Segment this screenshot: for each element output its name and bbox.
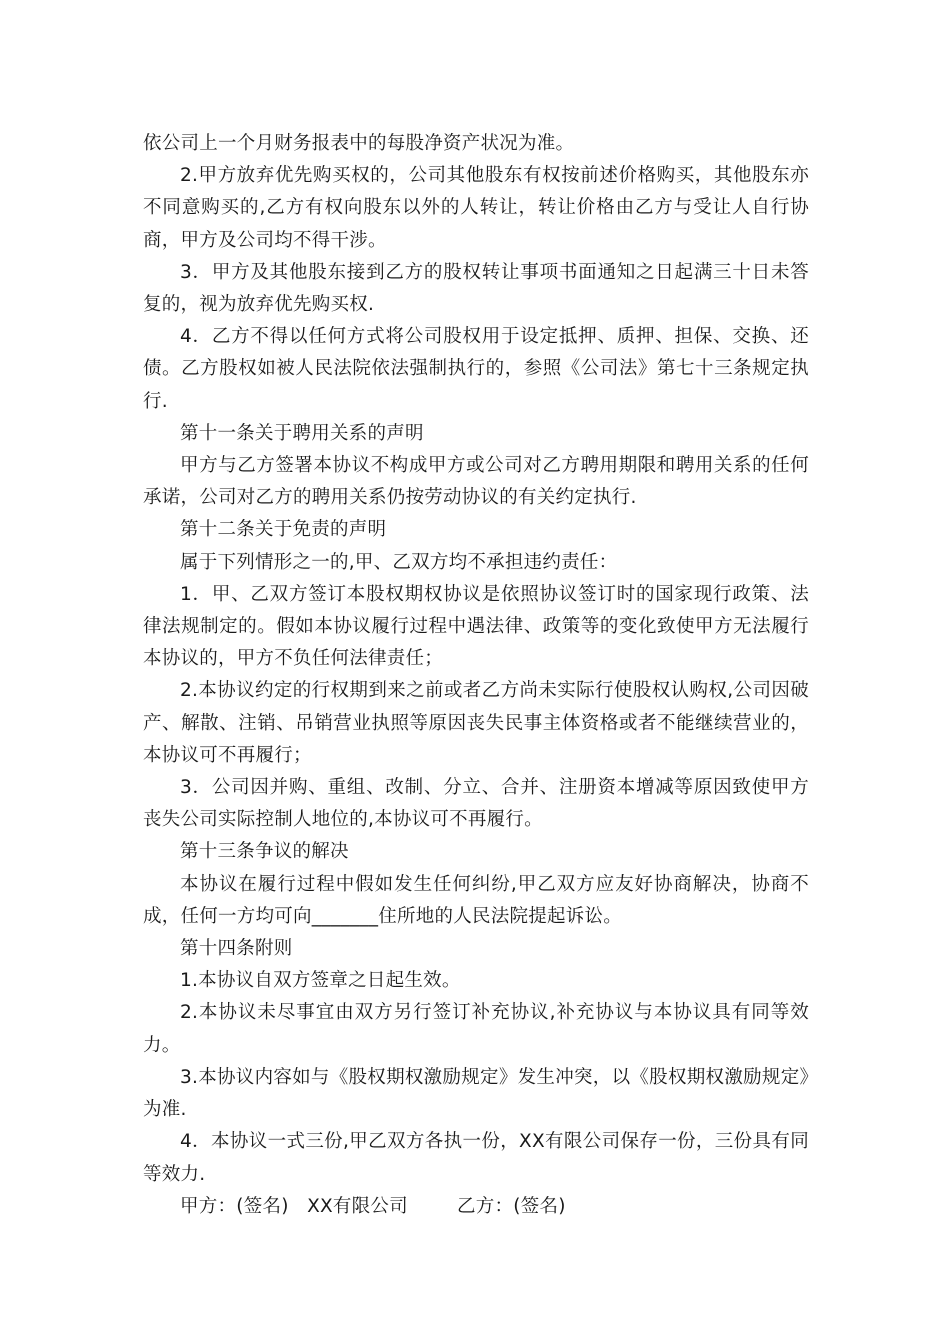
paragraph-16: 3.本协议内容如与《股权期权激励规定》发生冲突，以《股权期权激励规定》为准. (143, 1066, 809, 1121)
section-heading-12: 第十二条关于免责的声明 (180, 519, 387, 541)
paragraph-9: 2.本协议约定的行权期到来之前或者乙方尚未实际行使股权认购权,公司因破产、解散、注销、吊销营业执照等原因丧失民事主体资格或者不能继续营业的，本协议可不再履行； (143, 680, 809, 766)
section-heading-13: 第十三条争议的解决 (180, 841, 349, 863)
paragraph-12: 本协议在履行过程中假如发生任何纠纷,甲乙双方应友好协商解决，协商不成，任何一方均可向_______住所地的人民法院提起诉讼。 (143, 873, 809, 927)
paragraph-14: 1.本协议自双方签章之日起生效。 (180, 970, 461, 992)
party-a-signature: 甲方：(签名) XX有限公司 (180, 1195, 408, 1217)
party-b-signature: 乙方：(签名) (456, 1195, 566, 1217)
section-heading-11: 第十一条关于聘用关系的声明 (180, 422, 424, 444)
paragraph-17: 4．本协议一式三份,甲乙双方各执一份，XX有限公司保存一份，三份具有同等效力. (143, 1131, 809, 1185)
paragraph-7: 属于下列情形之一的,甲、乙双方均不承担违约责任： (180, 551, 618, 573)
paragraph-1: 2.甲方放弃优先购买权的，公司其他股东有权按前述价格购买，其他股东亦不同意购买的,乙方有权向股东以外的人转让，转让价格由乙方与受让人自行协商，甲方及公司均不得干涉。 (143, 165, 809, 251)
paragraph-15: 2.本协议未尽事宜由双方另行签订补充协议,补充协议与本协议具有同等效力。 (143, 1002, 809, 1056)
agreement-body (143, 128, 809, 1223)
section-heading-14: 第十四条附则 (180, 938, 293, 960)
paragraph-5: 甲方与乙方签署本协议不构成甲方或公司对乙方聘用期限和聘用关系的任何承诺，公司对乙方的聘用关系仍按劳动协议的有关约定执行. (143, 455, 809, 509)
paragraph-0: 依公司上一个月财务报表中的每股净资产状况为准。 (143, 133, 575, 154)
paragraph-3: 4．乙方不得以任何方式将公司股权用于设定抵押、质押、担保、交换、还债。乙方股权如被人民法院依法强制执行的，参照《公司法》第七十三条规定执行. (143, 326, 809, 412)
signature-line (143, 1191, 809, 1223)
paragraph-2: 3．甲方及其他股东接到乙方的股权转让事项书面通知之日起满三十日未答复的，视为放弃优先购买权. (143, 261, 809, 316)
paragraph-8: 1．甲、乙双方签订本股权期权协议是依照协议签订时的国家现行政策、法律法规制定的。假如本协议履行过程中遇法律、政策等的变化致使甲方无法履行本协议的，甲方不负任何法律责任； (143, 583, 809, 670)
paragraph-10: 3．公司因并购、重组、改制、分立、合并、注册资本增减等原因致使甲方丧失公司实际控制人地位的,本协议可不再履行。 (143, 777, 809, 831)
